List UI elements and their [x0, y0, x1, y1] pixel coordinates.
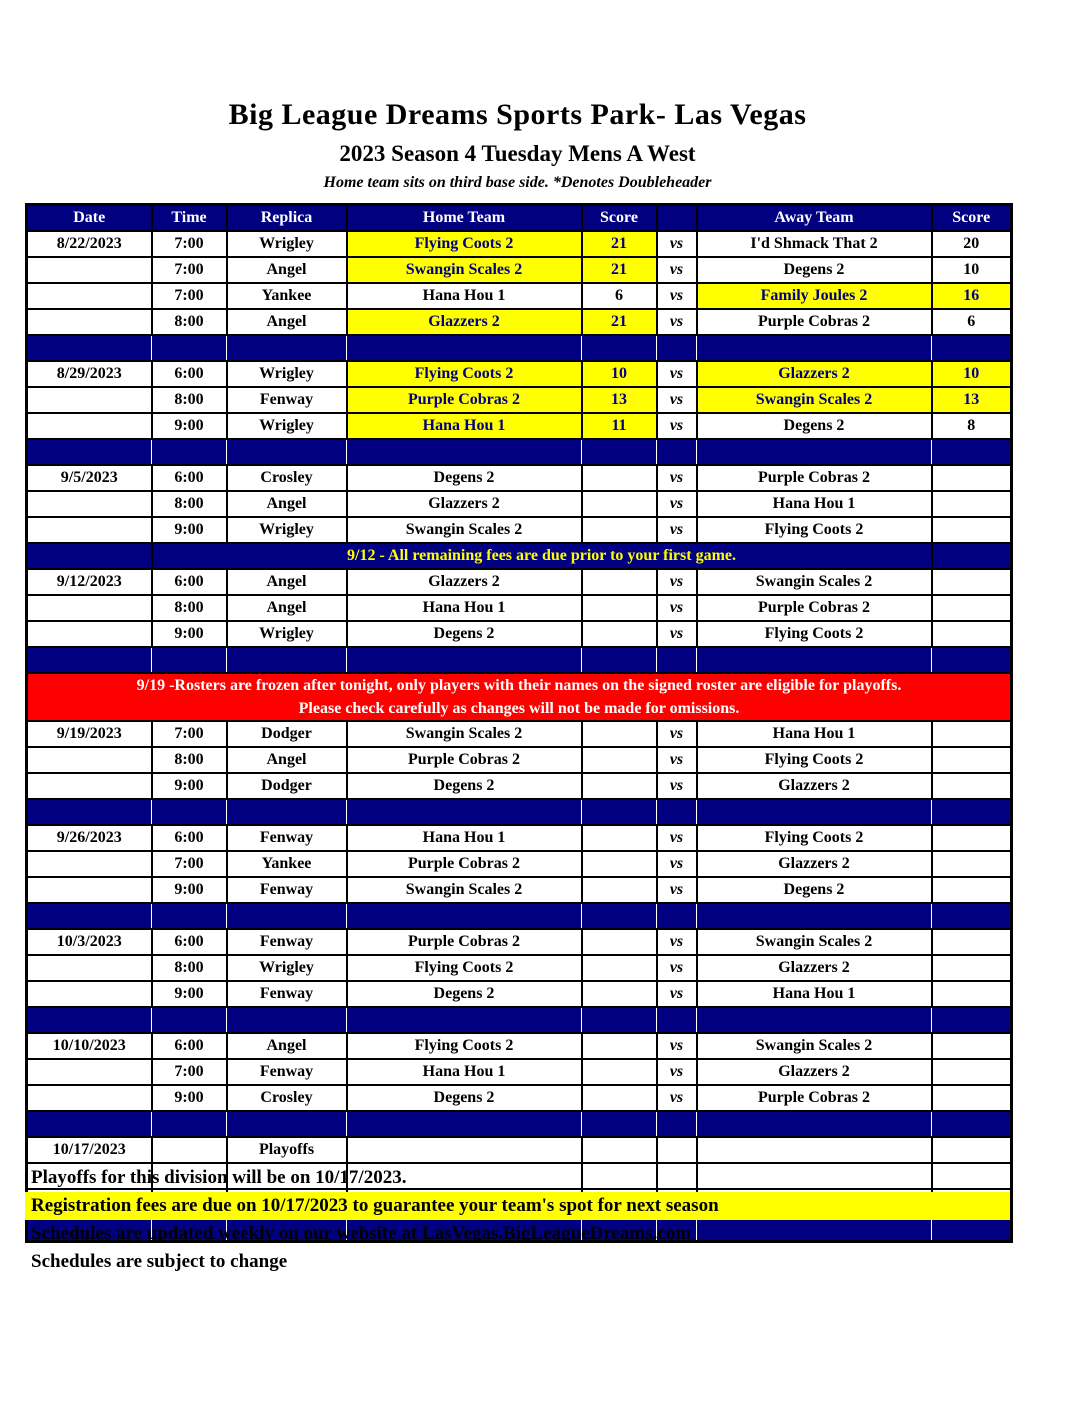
away-team-cell: Purple Cobras 2	[697, 1085, 932, 1111]
date-cell	[27, 1059, 152, 1085]
spacer-cell	[27, 647, 1012, 673]
date-cell	[27, 773, 152, 799]
date-cell	[27, 413, 152, 439]
home-team-cell: Degens 2	[347, 621, 582, 647]
vs-cell: vs	[657, 981, 697, 1007]
home-team-cell: Degens 2	[347, 465, 582, 491]
footer-notes	[25, 1164, 1010, 1276]
time-cell: 6:00	[152, 569, 227, 595]
home-score-cell	[582, 491, 657, 517]
game-row	[27, 491, 1012, 517]
home-score-cell: 13	[582, 387, 657, 413]
date-cell: 8/22/2023	[27, 231, 152, 257]
away-score-cell	[932, 1085, 1012, 1111]
replica-cell: Fenway	[227, 387, 347, 413]
time-cell: 7:00	[152, 851, 227, 877]
footer-note: Schedules are subject to change	[31, 1251, 288, 1272]
away-score-cell	[932, 747, 1012, 773]
footer-note: Playoffs for this division will be on 10/17/2023.	[31, 1167, 407, 1188]
home-score-cell	[582, 825, 657, 851]
away-score-cell	[932, 491, 1012, 517]
blue-notice-text: 9/12 - All remaining fees are due prior to your first game.	[152, 543, 932, 569]
away-score-cell	[932, 877, 1012, 903]
home-score-cell	[582, 1085, 657, 1111]
red-notice-line: 9/19 -Rosters are frozen after tonight, only players with their names on the signed roster are eligible for playoffs.	[136, 677, 902, 694]
spacer-cell	[27, 1111, 1012, 1137]
game-row	[27, 621, 1012, 647]
time-cell: 8:00	[152, 595, 227, 621]
home-team-cell: Degens 2	[347, 981, 582, 1007]
time-cell: 9:00	[152, 981, 227, 1007]
time-cell: 8:00	[152, 491, 227, 517]
away-team-cell: Purple Cobras 2	[697, 465, 932, 491]
game-row	[27, 929, 1012, 955]
date-cell	[27, 877, 152, 903]
away-team-cell: Swangin Scales 2	[697, 1033, 932, 1059]
replica-cell: Yankee	[227, 283, 347, 309]
home-team-cell: Purple Cobras 2	[347, 387, 582, 413]
away-score-cell	[932, 1059, 1012, 1085]
home-team-cell: Purple Cobras 2	[347, 851, 582, 877]
notice-end-cell	[932, 543, 1012, 569]
vs-cell	[657, 1137, 697, 1163]
vs-cell: vs	[657, 877, 697, 903]
time-cell: 7:00	[152, 257, 227, 283]
time-cell: 6:00	[152, 929, 227, 955]
time-cell: 8:00	[152, 387, 227, 413]
home-score-cell	[582, 621, 657, 647]
vs-cell: vs	[657, 595, 697, 621]
replica-cell: Angel	[227, 1033, 347, 1059]
away-score-cell	[932, 465, 1012, 491]
home-team-cell: Purple Cobras 2	[347, 747, 582, 773]
game-row	[27, 309, 1012, 335]
home-team-cell: Flying Coots 2	[347, 1033, 582, 1059]
date-cell	[27, 747, 152, 773]
home-score-cell: 21	[582, 309, 657, 335]
home-score-cell	[582, 569, 657, 595]
away-score-cell: 13	[932, 387, 1012, 413]
away-score-cell	[932, 1137, 1012, 1163]
away-score-cell	[932, 851, 1012, 877]
replica-cell: Fenway	[227, 877, 347, 903]
vs-cell: vs	[657, 465, 697, 491]
header-vs	[657, 205, 697, 232]
vs-cell: vs	[657, 747, 697, 773]
game-row	[27, 773, 1012, 799]
away-team-cell	[697, 1137, 932, 1163]
away-team-cell: Glazzers 2	[697, 773, 932, 799]
home-team-cell: Swangin Scales 2	[347, 257, 582, 283]
home-team-cell: Purple Cobras 2	[347, 929, 582, 955]
game-row	[27, 851, 1012, 877]
vs-cell: vs	[657, 491, 697, 517]
page-tagline: Home team sits on third base side. *Denotes Doubleheader	[323, 174, 712, 191]
vs-cell: vs	[657, 621, 697, 647]
game-row	[27, 595, 1012, 621]
home-score-cell	[582, 721, 657, 747]
home-score-cell: 11	[582, 413, 657, 439]
home-score-cell	[582, 465, 657, 491]
date-cell	[27, 283, 152, 309]
vs-cell: vs	[657, 929, 697, 955]
time-cell: 9:00	[152, 1085, 227, 1111]
header-away-team: Away Team	[697, 205, 932, 232]
spacer-row	[27, 1111, 1012, 1137]
home-team-cell: Swangin Scales 2	[347, 877, 582, 903]
home-team-cell: Hana Hou 1	[347, 413, 582, 439]
away-score-cell: 20	[932, 231, 1012, 257]
replica-cell: Wrigley	[227, 413, 347, 439]
date-cell	[27, 491, 152, 517]
red-notice-line: Please check carefully as changes will not be made for omissions.	[298, 700, 740, 717]
time-cell: 6:00	[152, 1033, 227, 1059]
game-row	[27, 981, 1012, 1007]
date-cell: 10/3/2023	[27, 929, 152, 955]
away-team-cell: I'd Shmack That 2	[697, 231, 932, 257]
time-cell: 7:00	[152, 231, 227, 257]
date-cell	[27, 1085, 152, 1111]
date-cell: 9/12/2023	[27, 569, 152, 595]
home-score-cell: 21	[582, 231, 657, 257]
replica-cell: Angel	[227, 257, 347, 283]
vs-cell: vs	[657, 1059, 697, 1085]
notice-blue-row	[27, 543, 1012, 569]
away-team-cell: Glazzers 2	[697, 851, 932, 877]
away-team-cell: Degens 2	[697, 413, 932, 439]
vs-cell: vs	[657, 955, 697, 981]
home-team-cell: Swangin Scales 2	[347, 517, 582, 543]
game-row	[27, 283, 1012, 309]
game-row	[27, 517, 1012, 543]
date-cell	[27, 621, 152, 647]
away-score-cell: 16	[932, 283, 1012, 309]
home-score-cell	[582, 1059, 657, 1085]
time-cell: 8:00	[152, 309, 227, 335]
home-team-cell	[347, 1137, 582, 1163]
game-row	[27, 955, 1012, 981]
date-cell	[27, 981, 152, 1007]
away-score-cell	[932, 621, 1012, 647]
footer-note: Schedules are updated weekly on our website at LasVegas.BigLeagueDreams.com	[31, 1223, 692, 1244]
away-score-cell	[932, 955, 1012, 981]
vs-cell: vs	[657, 361, 697, 387]
away-team-cell: Hana Hou 1	[697, 491, 932, 517]
away-team-cell: Flying Coots 2	[697, 825, 932, 851]
home-score-cell	[582, 773, 657, 799]
home-team-cell: Glazzers 2	[347, 569, 582, 595]
home-team-cell: Flying Coots 2	[347, 955, 582, 981]
vs-cell: vs	[657, 413, 697, 439]
away-score-cell	[932, 721, 1012, 747]
spacer-row	[27, 647, 1012, 673]
home-team-cell: Glazzers 2	[347, 491, 582, 517]
notice-date-cell	[27, 543, 152, 569]
time-cell: 6:00	[152, 361, 227, 387]
time-cell: 9:00	[152, 773, 227, 799]
time-cell: 8:00	[152, 747, 227, 773]
replica-cell: Angel	[227, 491, 347, 517]
vs-cell: vs	[657, 773, 697, 799]
home-score-cell	[582, 747, 657, 773]
away-team-cell: Flying Coots 2	[697, 517, 932, 543]
away-team-cell: Swangin Scales 2	[697, 387, 932, 413]
time-cell: 9:00	[152, 621, 227, 647]
home-score-cell: 6	[582, 283, 657, 309]
playoffs-row	[27, 1137, 1012, 1163]
game-row	[27, 387, 1012, 413]
spacer-cell	[27, 1007, 1012, 1033]
game-row	[27, 1033, 1012, 1059]
spacer-row	[27, 335, 1012, 361]
replica-cell: Dodger	[227, 721, 347, 747]
time-cell: 9:00	[152, 517, 227, 543]
home-score-cell: 10	[582, 361, 657, 387]
home-score-cell	[582, 955, 657, 981]
home-team-cell: Degens 2	[347, 773, 582, 799]
header-date: Date	[27, 205, 152, 232]
spacer-cell	[27, 903, 1012, 929]
replica-cell: Yankee	[227, 851, 347, 877]
footer-note-highlighted: Registration fees are due on 10/17/2023 to guarantee your team's spot for next season	[25, 1192, 1010, 1220]
replica-cell: Angel	[227, 309, 347, 335]
header-time: Time	[152, 205, 227, 232]
replica-cell: Angel	[227, 569, 347, 595]
date-cell: 9/26/2023	[27, 825, 152, 851]
vs-cell: vs	[657, 825, 697, 851]
date-cell: 10/17/2023	[27, 1137, 152, 1163]
away-score-cell	[932, 825, 1012, 851]
header-score: Score	[932, 205, 1012, 232]
away-team-cell: Swangin Scales 2	[697, 569, 932, 595]
home-score-cell	[582, 1033, 657, 1059]
spacer-row	[27, 1007, 1012, 1033]
away-score-cell	[932, 595, 1012, 621]
away-team-cell: Hana Hou 1	[697, 981, 932, 1007]
time-cell: 6:00	[152, 465, 227, 491]
replica-cell: Playoffs	[227, 1137, 347, 1163]
vs-cell: vs	[657, 569, 697, 595]
date-cell	[27, 595, 152, 621]
date-cell	[27, 851, 152, 877]
home-score-cell	[582, 517, 657, 543]
replica-cell: Angel	[227, 747, 347, 773]
home-score-cell	[582, 1137, 657, 1163]
away-score-cell: 8	[932, 413, 1012, 439]
red-notice	[27, 673, 1012, 721]
date-cell	[27, 257, 152, 283]
away-score-cell	[932, 1033, 1012, 1059]
header-replica: Replica	[227, 205, 347, 232]
time-cell: 7:00	[152, 283, 227, 309]
date-cell: 9/19/2023	[27, 721, 152, 747]
away-team-cell: Glazzers 2	[697, 1059, 932, 1085]
away-team-cell: Degens 2	[697, 257, 932, 283]
time-cell: 9:00	[152, 413, 227, 439]
game-row	[27, 569, 1012, 595]
date-cell	[27, 517, 152, 543]
away-team-cell: Glazzers 2	[697, 955, 932, 981]
replica-cell: Fenway	[227, 1059, 347, 1085]
replica-cell: Crosley	[227, 1085, 347, 1111]
vs-cell: vs	[657, 387, 697, 413]
vs-cell: vs	[657, 231, 697, 257]
date-cell: 10/10/2023	[27, 1033, 152, 1059]
away-score-cell	[932, 929, 1012, 955]
home-team-cell: Hana Hou 1	[347, 1059, 582, 1085]
game-row	[27, 1059, 1012, 1085]
replica-cell: Wrigley	[227, 517, 347, 543]
replica-cell: Wrigley	[227, 361, 347, 387]
spacer-row	[27, 799, 1012, 825]
home-score-cell	[582, 929, 657, 955]
home-team-cell: Hana Hou 1	[347, 825, 582, 851]
replica-cell: Fenway	[227, 825, 347, 851]
replica-cell: Wrigley	[227, 231, 347, 257]
game-row	[27, 413, 1012, 439]
date-cell	[27, 387, 152, 413]
date-cell	[27, 309, 152, 335]
vs-cell: vs	[657, 1085, 697, 1111]
away-score-cell	[932, 773, 1012, 799]
notice-red-row	[27, 673, 1012, 721]
vs-cell: vs	[657, 257, 697, 283]
game-row	[27, 257, 1012, 283]
away-team-cell: Swangin Scales 2	[697, 929, 932, 955]
away-team-cell: Degens 2	[697, 877, 932, 903]
away-score-cell: 6	[932, 309, 1012, 335]
spacer-cell	[27, 439, 1012, 465]
game-row	[27, 747, 1012, 773]
away-team-cell: Flying Coots 2	[697, 621, 932, 647]
replica-cell: Wrigley	[227, 621, 347, 647]
away-team-cell: Glazzers 2	[697, 361, 932, 387]
page-title: Big League Dreams Sports Park- Las Vegas	[228, 98, 807, 131]
date-cell	[27, 955, 152, 981]
replica-cell: Angel	[227, 595, 347, 621]
game-row	[27, 231, 1012, 257]
replica-cell: Wrigley	[227, 955, 347, 981]
away-team-cell: Family Joules 2	[697, 283, 932, 309]
vs-cell: vs	[657, 517, 697, 543]
page-subtitle: 2023 Season 4 Tuesday Mens A West	[339, 141, 696, 166]
replica-cell: Fenway	[227, 981, 347, 1007]
home-score-cell	[582, 851, 657, 877]
away-team-cell: Hana Hou 1	[697, 721, 932, 747]
away-score-cell	[932, 569, 1012, 595]
home-team-cell: Hana Hou 1	[347, 595, 582, 621]
header-score: Score	[582, 205, 657, 232]
game-row	[27, 1085, 1012, 1111]
vs-cell: vs	[657, 721, 697, 747]
home-team-cell: Glazzers 2	[347, 309, 582, 335]
home-score-cell	[582, 595, 657, 621]
replica-cell: Crosley	[227, 465, 347, 491]
game-row	[27, 721, 1012, 747]
game-row	[27, 465, 1012, 491]
replica-cell: Dodger	[227, 773, 347, 799]
away-score-cell	[932, 981, 1012, 1007]
game-row	[27, 877, 1012, 903]
game-row	[27, 361, 1012, 387]
vs-cell: vs	[657, 283, 697, 309]
time-cell: 7:00	[152, 721, 227, 747]
home-score-cell	[582, 877, 657, 903]
home-team-cell: Hana Hou 1	[347, 283, 582, 309]
spacer-cell	[27, 799, 1012, 825]
vs-cell: vs	[657, 1033, 697, 1059]
away-score-cell	[932, 517, 1012, 543]
home-team-cell: Flying Coots 2	[347, 361, 582, 387]
spacer-row	[27, 439, 1012, 465]
header-home-team: Home Team	[347, 205, 582, 232]
vs-cell: vs	[657, 309, 697, 335]
away-team-cell: Flying Coots 2	[697, 747, 932, 773]
time-cell: 6:00	[152, 825, 227, 851]
home-team-cell: Flying Coots 2	[347, 231, 582, 257]
time-cell: 9:00	[152, 877, 227, 903]
away-team-cell: Purple Cobras 2	[697, 309, 932, 335]
away-team-cell: Purple Cobras 2	[697, 595, 932, 621]
schedule-table	[25, 203, 1013, 1243]
time-cell: 8:00	[152, 955, 227, 981]
home-team-cell: Degens 2	[347, 1085, 582, 1111]
home-team-cell: Swangin Scales 2	[347, 721, 582, 747]
home-score-cell: 21	[582, 257, 657, 283]
game-row	[27, 825, 1012, 851]
away-score-cell: 10	[932, 361, 1012, 387]
spacer-row	[27, 903, 1012, 929]
time-cell	[152, 1137, 227, 1163]
away-score-cell: 10	[932, 257, 1012, 283]
date-cell: 8/29/2023	[27, 361, 152, 387]
date-cell: 9/5/2023	[27, 465, 152, 491]
vs-cell: vs	[657, 851, 697, 877]
header-row	[27, 205, 1012, 232]
replica-cell: Fenway	[227, 929, 347, 955]
spacer-cell	[27, 335, 1012, 361]
time-cell: 7:00	[152, 1059, 227, 1085]
home-score-cell	[582, 981, 657, 1007]
